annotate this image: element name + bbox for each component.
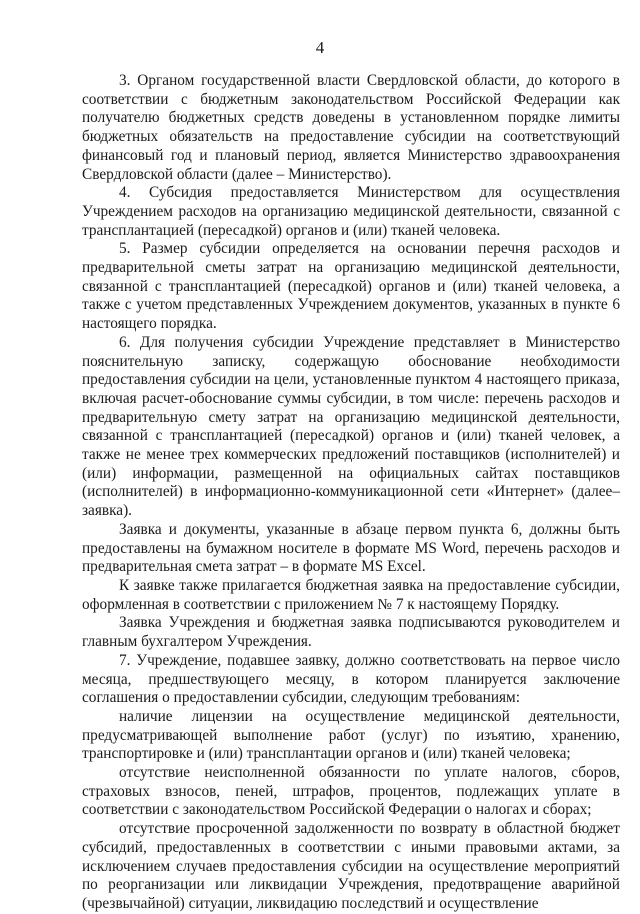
paragraph-application-format: Заявка и документы, указанные в абзаце первом пункта 6, должны быть предоставлены на бумажном носителе в формате MS Word, перечень расходов и предварительная смета затрат – в формате MS Excel. [82,520,620,576]
paragraph-requirement-no-overdue-debt: отсутствие просроченной задолженности по возврату в областной бюджет субсидий, предоставленных в соответствии с иными правовыми актами, за исключением случаев предоставления субсидии на осуществление мероприятий по реорганизации или ликвидации Учреждения, предотвращение аварийной (чрезвычайной) ситуации, ликвидацию последствий и осуществление [82,820,620,912]
paragraph-item-5-amount: 5. Размер субсидии определяется на основании перечня расходов и предварительной сметы затрат на организацию медицинской деятельности, связанной с трансплантацией (пересадкой) органов и (или) тканей человека, а также с учетом представленных Учреждением документов, указанных в пункте 6 настоящего порядка. [82,240,620,333]
paragraph-requirement-no-tax-debt: отсутствие неисполненной обязанности по уплате налогов, сборов, страховых взносов, пеней, штрафов, процентов, подлежащих уплате в соответствии с законодательством Российской Федерации о налогах и сборах; [82,764,620,819]
paragraph-budget-request: К заявке также прилагается бюджетная заявка на предоставление субсидии, оформленная в соответствии с приложением № 7 к настоящему Порядку. [82,576,620,613]
page-number: 4 [315,38,325,57]
paragraph-signatures: Заявка Учреждения и бюджетная заявка подписываются руководителем и главным бухгалтером Учреждения. [82,614,620,651]
paragraph-item-6-application: 6. Для получения субсидии Учреждение представляет в Министерство пояснительную записку, содержащую обоснование необходимости предоставления субсидии на цели, установленные пунктом 4 настоящего приказа, включая расчет-обоснование суммы субсидии, в том числе: перечень расходов и предварительную смету затрат на организацию медицинской деятельности, связанной с трансплантацией (пересадкой) органов и (или) тканей человек, а также не менее трех коммерческих предложений поставщиков (исполнителей) и (или) информации, размещенной на официальных сайтах поставщиков (исполнителей) в информационно-коммуникационной сети «Интернет» (далее–заявка). [82,333,620,520]
document-body [82,72,620,914]
paragraph-item-7-requirements: 7. Учреждение, подавшее заявку, должно соответствовать на первое число месяца, предшествующего месяцу, в котором планируется заключение соглашения о предоставлении субсидии, следующим требованиям: [82,651,620,707]
paragraph-item-4-purpose: 4. Субсидия предоставляется Министерством для осуществления Учреждением расходов на организацию медицинской деятельности, связанной с трансплантацией (пересадкой) органов и (или) тканей человека. [82,184,620,239]
paragraph-item-3-authority: 3. Органом государственной власти Свердловской области, до которого в соответствии с бюджетным законодательством Российской Федерации как получателю бюджетных средств доведены в установленном порядке лимиты бюджетных обязательств на предоставление субсидии на соответствующий финансовый год и плановый период, является Министерство здравоохранения Свердловской области (далее – Министерство). [82,72,620,183]
paragraph-requirement-license: наличие лицензии на осуществление медицинской деятельности, предусматривающей выполнение работ (услуг) по изъятию, хранению, транспортировке и (или) трансплантации органов и (или) тканей человека; [82,707,620,763]
